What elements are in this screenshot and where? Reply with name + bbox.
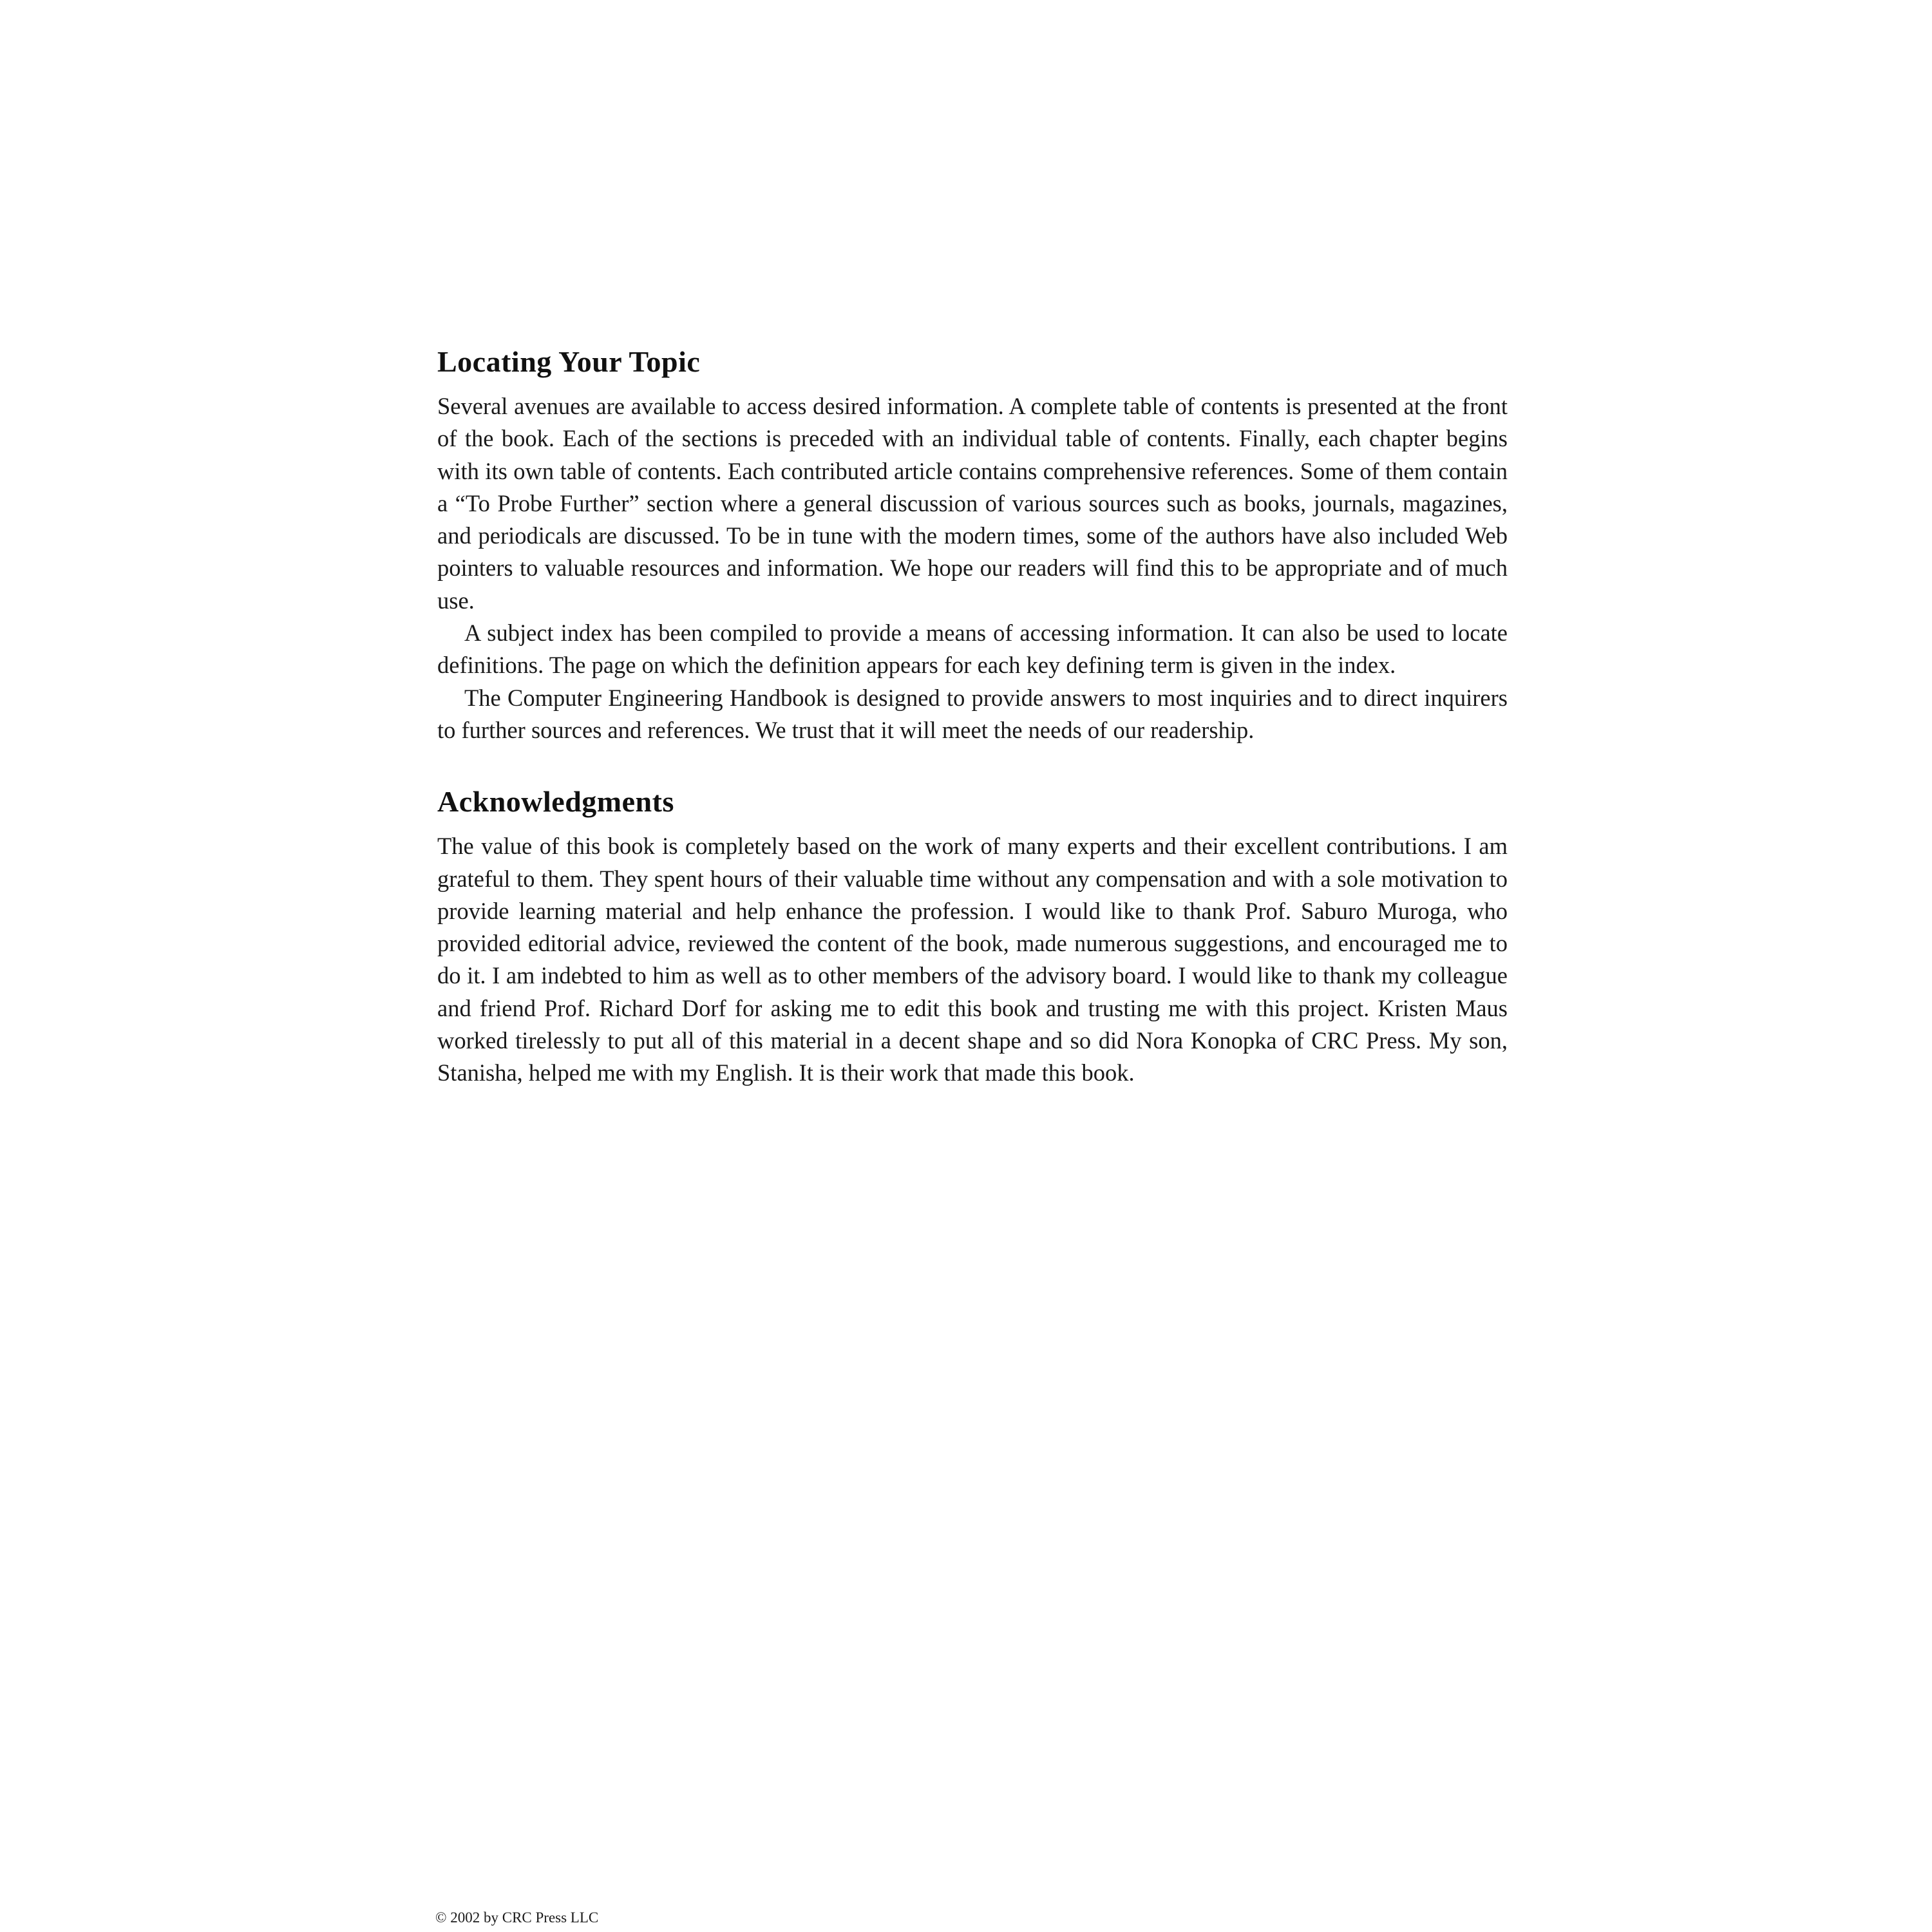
section-heading: Acknowledgments bbox=[437, 785, 674, 819]
paragraph: A subject index has been compiled to provide a means of accessing information. It can also be used to locate definitions. The page on which the definition appears for each key defining term is given in the index. bbox=[437, 620, 1508, 679]
copyright-footer: © 2002 by CRC Press LLC bbox=[435, 1909, 599, 1926]
paragraph: The value of this book is completely based on the work of many experts and their excellent contributions. I am grateful to them. They spent hours of their valuable time without any compensation and with a sole motivation to provide learning material and help enhance the profession. I would like to thank Prof. Saburo Muroga, who provided editorial advice, reviewed the content of the book, made numerous suggestions, and encouraged me to do it. I am indebted to him as well as to other members of the advisory board. I would like to thank my colleague and friend Prof. Richard Dorf for asking me to edit this book and trusting me with this project. Kristen Maus worked tirelessly to put all of this material in a decent shape and so did Nora Konopka of CRC Press. My son, Stanisha, helped me with my English. It is their work that made this book. bbox=[437, 833, 1508, 1086]
section-acknowledgments bbox=[437, 782, 1508, 1089]
section-heading: Locating Your Topic bbox=[437, 345, 701, 378]
paragraph: The Computer Engineering Handbook is designed to provide answers to most inquiries and to direct inquirers to further sources and references. We trust that it will meet the needs of our readership. bbox=[437, 684, 1508, 743]
section-locating-your-topic bbox=[437, 343, 1508, 746]
paragraph: Several avenues are available to access desired information. A complete table of contents is presented at the front of the book. Each of the sections is preceded with an individual table of contents. Finally, each chapter begins with its own table of contents. Each contributed article contains comprehensive references. Some of them contain a “To Probe Further” section where a general discussion of various sources such as books, journals, magazines, and periodicals are discussed. To be in tune with the modern times, some of the authors have also included Web pointers to valuable resources and information. We hope our readers will find this to be appropriate and of much use. bbox=[437, 393, 1508, 614]
page-content bbox=[437, 343, 1508, 1090]
